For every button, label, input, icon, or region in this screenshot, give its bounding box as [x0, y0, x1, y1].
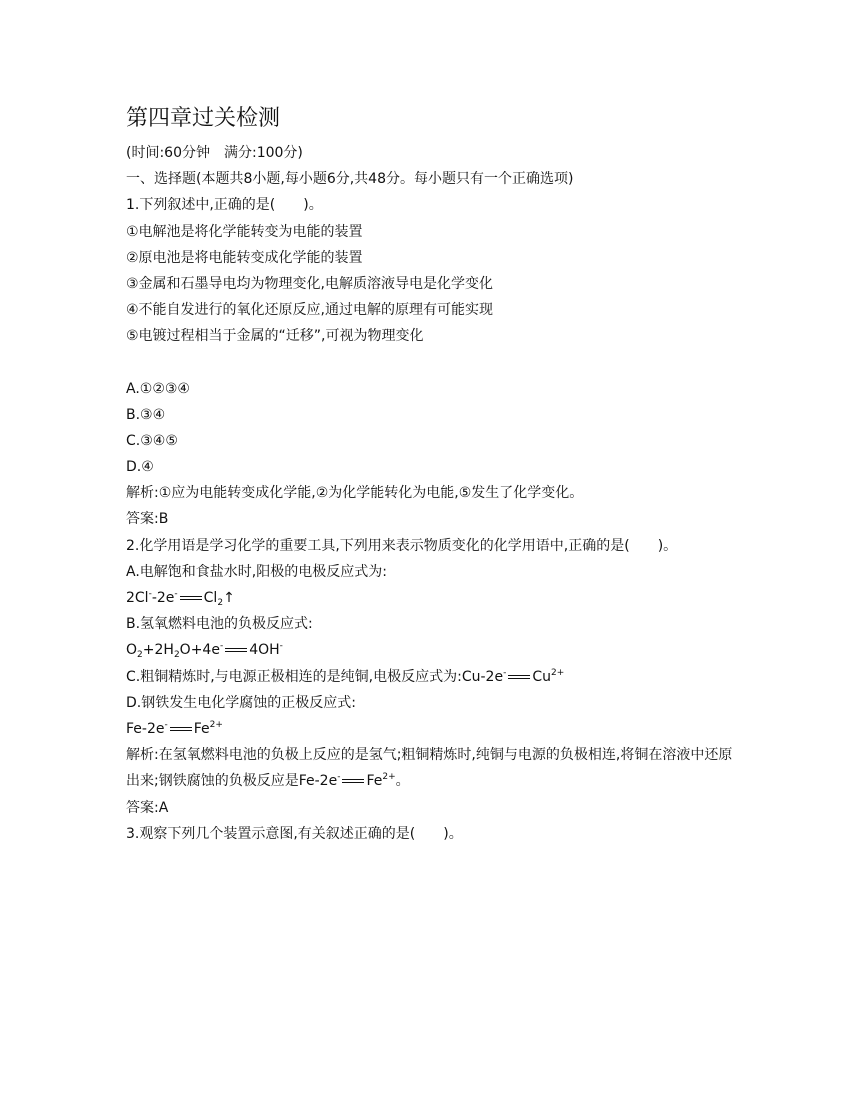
page-title: 第四章过关检测: [126, 106, 281, 131]
equals-sign-icon: [168, 723, 194, 735]
statement: ⑤电镀过程相当于金属的“迁移”,可视为物理变化: [126, 328, 424, 345]
option-b-label: B.氢氧燃料电池的负极反应式:: [126, 616, 313, 633]
equals-sign-icon: [223, 644, 249, 656]
option-a-equation: 2Cl--2e- $Cl_2↑$: [126, 589, 235, 608]
option-d-label: D.钢铁发生电化学腐蚀的正极反应式:: [126, 694, 356, 711]
option-d: D.④: [126, 459, 154, 476]
document-page: [126, 104, 766, 847]
question-stem: 2.化学用语是学习化学的重要工具,下列用来表示物质变化的化学用语中,正确的是( )。: [126, 537, 678, 554]
equals-sign-icon: [340, 775, 366, 787]
option-b-equation: $O_2+2H_2O+4e^-$ 4OH-: [126, 641, 283, 661]
equals-sign-icon: [178, 592, 204, 604]
statement: ④不能自发进行的氧化还原反应,通过电解的原理有可能实现: [126, 302, 493, 319]
question-stem: 3.观察下列几个装置示意图,有关叙述正确的是( )。: [126, 825, 463, 842]
option-a: A.①②③④: [126, 380, 190, 397]
spacer: [126, 350, 766, 376]
equals-sign-icon: [506, 671, 532, 683]
option-b: B.③④: [126, 406, 166, 423]
option-d-equation: Fe-2e- $Fe^{2+}$: [126, 719, 223, 737]
statement: ①电解池是将化学能转变为电能的装置: [126, 223, 363, 240]
answer: 答案:B: [126, 511, 169, 528]
gas-arrow-icon: ↑: [223, 590, 235, 606]
option-c: C.③④⑤: [126, 432, 178, 449]
statement: ②原电池是将电能转变成化学能的装置: [126, 249, 363, 266]
analysis: 解析:①应为电能转变成化学能,②为化学能转化为电能,⑤发生了化学变化。: [126, 485, 584, 502]
question-1: [126, 192, 766, 532]
statement: ③金属和石墨导电均为物理变化,电解质溶液导电是化学变化: [126, 275, 493, 292]
analysis: 解析:在氢氧燃料电池的负极上反应的是氢气;粗铜精炼时,纯铜与电源的负极相连,将铜在溶液中还原出来;钢铁腐蚀的负极反应是Fe-2e- $Fe^{2+}$。: [126, 747, 733, 790]
exam-meta: (时间:60分钟 满分:100分): [126, 145, 303, 161]
option-c: C.粗铜精炼时,与电源正极相连的是纯铜,电极反应式为:Cu-2e- $Cu^{2+}$: [126, 667, 565, 685]
option-a-label: A.电解饱和食盐水时,阳极的电极反应式为:: [126, 563, 387, 580]
question-3: [126, 821, 766, 847]
section-heading: 一、选择题(本题共8小题,每小题6分,共48分。每小题只有一个正确选项): [126, 171, 574, 188]
question-stem: 1.下列叙述中,正确的是( )。: [126, 197, 323, 214]
answer: 答案:A: [126, 799, 169, 816]
question-2: [126, 533, 766, 821]
